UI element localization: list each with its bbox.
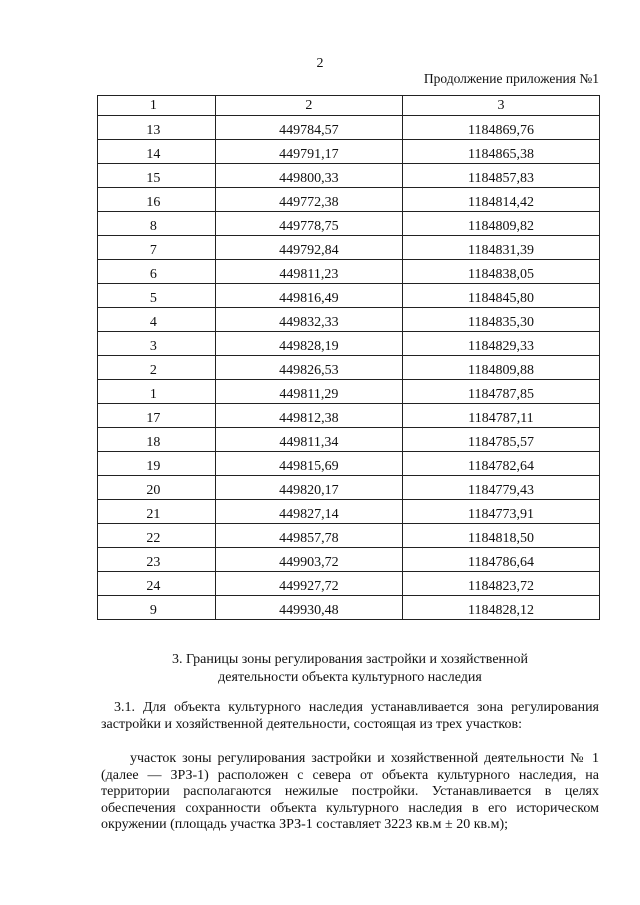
y-coordinate-cell: 1184809,82 bbox=[402, 212, 599, 236]
y-coordinate-cell: 1184786,64 bbox=[402, 548, 599, 572]
table-row bbox=[98, 332, 600, 356]
x-coordinate-cell: 449772,38 bbox=[215, 188, 402, 212]
table-row bbox=[98, 380, 600, 404]
x-coordinate-cell: 449811,34 bbox=[215, 428, 402, 452]
x-coordinate-cell: 449816,49 bbox=[215, 284, 402, 308]
y-coordinate-cell: 1184845,80 bbox=[402, 284, 599, 308]
y-coordinate-cell: 1184785,57 bbox=[402, 428, 599, 452]
paragraph-zrz-1 bbox=[101, 751, 599, 834]
x-coordinate-cell: 449815,69 bbox=[215, 452, 402, 476]
y-coordinate-cell: 1184838,05 bbox=[402, 260, 599, 284]
table-row bbox=[98, 596, 600, 620]
table-row bbox=[98, 452, 600, 476]
point-number-cell: 22 bbox=[98, 524, 216, 548]
y-coordinate-cell: 1184865,38 bbox=[402, 140, 599, 164]
y-coordinate-cell: 1184857,83 bbox=[402, 164, 599, 188]
y-coordinate-cell: 1184779,43 bbox=[402, 476, 599, 500]
table-row bbox=[98, 500, 600, 524]
appendix-continuation-note: Продолжение приложения №1 bbox=[423, 71, 599, 86]
x-coordinate-cell: 449778,75 bbox=[215, 212, 402, 236]
y-coordinate-cell: 1184828,12 bbox=[402, 596, 599, 620]
table-row bbox=[98, 476, 600, 500]
x-coordinate-cell: 449828,19 bbox=[215, 332, 402, 356]
x-coordinate-cell: 449800,33 bbox=[215, 164, 402, 188]
point-number-cell: 17 bbox=[98, 404, 216, 428]
x-coordinate-cell: 449930,48 bbox=[215, 596, 402, 620]
paragraph-zrz-1-text: участок зоны регулирования застройки и хозяйственной деятельности № 1 (далее — ЗРЗ-1) расположен с севера от объекта культурного наследия, на территории располагаются нежилые постройки. Устанавливается в целях обеспечения сохранности объекта культурного наследия в его историческом окружении (площадь участка ЗРЗ-1 составляет 3223 кв.м ± 20 кв.м); bbox=[101, 751, 599, 832]
y-coordinate-cell: 1184787,85 bbox=[402, 380, 599, 404]
x-coordinate-cell: 449827,14 bbox=[215, 500, 402, 524]
table-row bbox=[98, 212, 600, 236]
coordinates-table bbox=[97, 95, 600, 620]
y-coordinate-cell: 1184869,76 bbox=[402, 116, 599, 140]
point-number-cell: 15 bbox=[98, 164, 216, 188]
point-number-cell: 4 bbox=[98, 308, 216, 332]
point-number-cell: 2 bbox=[98, 356, 216, 380]
section-heading bbox=[100, 651, 600, 687]
point-number-cell: 9 bbox=[98, 596, 216, 620]
y-coordinate-cell: 1184818,50 bbox=[402, 524, 599, 548]
column-header-x: 2 bbox=[215, 96, 402, 116]
table-header-row bbox=[98, 96, 600, 116]
section-heading-line-2: деятельности объекта культурного наследия bbox=[218, 670, 482, 685]
y-coordinate-cell: 1184829,33 bbox=[402, 332, 599, 356]
point-number-cell: 6 bbox=[98, 260, 216, 284]
column-header-point: 1 bbox=[98, 96, 216, 116]
table-row bbox=[98, 428, 600, 452]
point-number-cell: 1 bbox=[98, 380, 216, 404]
point-number-cell: 23 bbox=[98, 548, 216, 572]
coordinates-table-body bbox=[98, 96, 600, 620]
x-coordinate-cell: 449811,23 bbox=[215, 260, 402, 284]
table-row bbox=[98, 548, 600, 572]
point-number-cell: 14 bbox=[98, 140, 216, 164]
x-coordinate-cell: 449927,72 bbox=[215, 572, 402, 596]
y-coordinate-cell: 1184773,91 bbox=[402, 500, 599, 524]
x-coordinate-cell: 449791,17 bbox=[215, 140, 402, 164]
y-coordinate-cell: 1184787,11 bbox=[402, 404, 599, 428]
x-coordinate-cell: 449832,33 bbox=[215, 308, 402, 332]
table-row bbox=[98, 308, 600, 332]
point-number-cell: 7 bbox=[98, 236, 216, 260]
point-number-cell: 13 bbox=[98, 116, 216, 140]
table-row bbox=[98, 164, 600, 188]
point-number-cell: 8 bbox=[98, 212, 216, 236]
point-number-cell: 21 bbox=[98, 500, 216, 524]
point-number-cell: 5 bbox=[98, 284, 216, 308]
point-number-cell: 20 bbox=[98, 476, 216, 500]
table-row bbox=[98, 236, 600, 260]
paragraph-3-1 bbox=[101, 700, 599, 733]
x-coordinate-cell: 449811,29 bbox=[215, 380, 402, 404]
page-number: 2 bbox=[316, 56, 324, 71]
x-coordinate-cell: 449784,57 bbox=[215, 116, 402, 140]
section-heading-line-1: 3. Границы зоны регулирования застройки и хозяйственной bbox=[171, 652, 529, 667]
y-coordinate-cell: 1184814,42 bbox=[402, 188, 599, 212]
point-number-cell: 24 bbox=[98, 572, 216, 596]
column-header-y: 3 bbox=[402, 96, 599, 116]
table-row bbox=[98, 140, 600, 164]
table-row bbox=[98, 188, 600, 212]
x-coordinate-cell: 449792,84 bbox=[215, 236, 402, 260]
paragraph-3-1-text: 3.1. Для объекта культурного наследия устанавливается зона регулирования застройки и хозяйственной деятельности, состоящая из трех участков: bbox=[101, 700, 599, 732]
table-row bbox=[98, 524, 600, 548]
x-coordinate-cell: 449826,53 bbox=[215, 356, 402, 380]
x-coordinate-cell: 449903,72 bbox=[215, 548, 402, 572]
table-row bbox=[98, 572, 600, 596]
table-row bbox=[98, 404, 600, 428]
y-coordinate-cell: 1184823,72 bbox=[402, 572, 599, 596]
x-coordinate-cell: 449812,38 bbox=[215, 404, 402, 428]
point-number-cell: 16 bbox=[98, 188, 216, 212]
y-coordinate-cell: 1184782,64 bbox=[402, 452, 599, 476]
y-coordinate-cell: 1184831,39 bbox=[402, 236, 599, 260]
point-number-cell: 18 bbox=[98, 428, 216, 452]
table-row bbox=[98, 284, 600, 308]
x-coordinate-cell: 449857,78 bbox=[215, 524, 402, 548]
y-coordinate-cell: 1184835,30 bbox=[402, 308, 599, 332]
point-number-cell: 19 bbox=[98, 452, 216, 476]
x-coordinate-cell: 449820,17 bbox=[215, 476, 402, 500]
table-row bbox=[98, 116, 600, 140]
point-number-cell: 3 bbox=[98, 332, 216, 356]
table-row bbox=[98, 260, 600, 284]
y-coordinate-cell: 1184809,88 bbox=[402, 356, 599, 380]
table-row bbox=[98, 356, 600, 380]
